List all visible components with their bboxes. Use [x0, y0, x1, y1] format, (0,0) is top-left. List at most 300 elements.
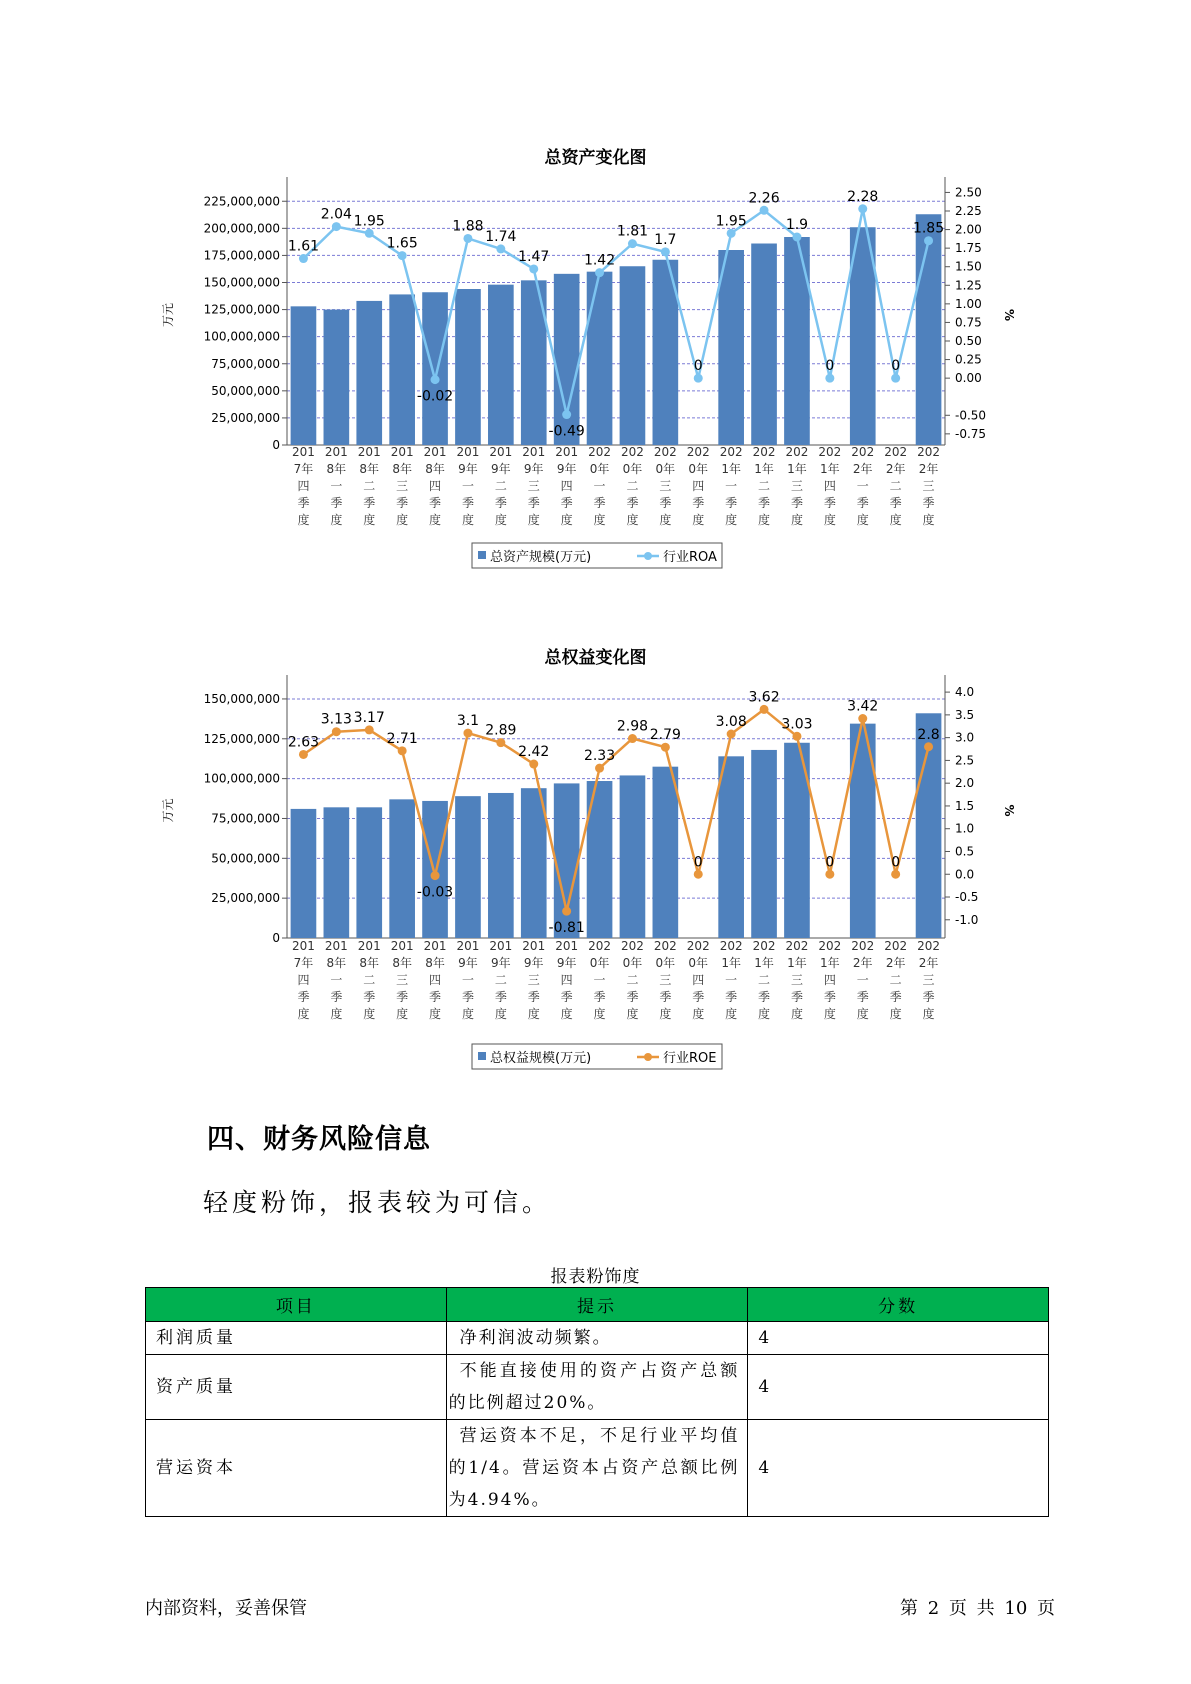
line-point — [891, 870, 900, 879]
x-tick-label: 1年 — [820, 956, 840, 970]
y2-tick-label: 2.5 — [955, 753, 975, 768]
y2-tick-label: 1.75 — [955, 241, 982, 256]
x-tick-label: 度 — [725, 1007, 738, 1021]
bar — [389, 294, 415, 445]
x-tick-label: 度 — [889, 1007, 902, 1021]
x-tick-label: 1年 — [754, 956, 774, 970]
data-label: 2.8 — [917, 726, 940, 743]
legend-swatch-point — [644, 1053, 652, 1061]
row-score: 4 — [748, 1322, 1049, 1355]
x-tick-label: 201 — [357, 939, 381, 953]
data-label: 1.47 — [518, 248, 550, 265]
x-tick-label: 2年 — [852, 956, 873, 970]
x-tick-label: 季 — [922, 990, 935, 1004]
legend-label: 总权益规模(万元) — [490, 1051, 592, 1066]
x-tick-label: 季 — [692, 496, 705, 510]
row-hint: 不能直接使用的资产占资产总额的比例超过20%。 — [446, 1355, 748, 1420]
y-tick-label: 125,000,000 — [203, 731, 280, 746]
x-tick-label: 8年 — [359, 462, 380, 476]
x-tick-label: 一 — [330, 479, 343, 493]
x-tick-label: 季 — [494, 496, 507, 510]
x-tick-label: 度 — [297, 513, 310, 527]
y2-tick-label: 1.00 — [955, 296, 982, 311]
y-tick-label: 0 — [272, 931, 280, 945]
line-point — [628, 734, 637, 743]
x-tick-label: 度 — [527, 513, 540, 527]
x-tick-label: 季 — [692, 990, 705, 1004]
x-tick-label: 202 — [588, 939, 612, 953]
line-point — [792, 732, 801, 741]
x-tick-label: 度 — [922, 513, 935, 527]
row-score: 4 — [748, 1420, 1049, 1517]
chart-title: 总资产变化图 — [544, 148, 647, 168]
footer-note: 内部资料，妥善保管 — [145, 1598, 307, 1619]
x-tick-label: 度 — [429, 1007, 442, 1021]
x-tick-label: 季 — [363, 990, 376, 1004]
line-point — [891, 374, 900, 383]
x-tick-label: 201 — [423, 939, 447, 953]
bar — [718, 250, 744, 445]
y2-tick-label: 3.5 — [955, 707, 975, 722]
line-point — [463, 234, 472, 243]
bar — [784, 237, 810, 445]
x-tick-label: 季 — [593, 990, 606, 1004]
x-tick-label: 1年 — [787, 462, 807, 476]
y-axis-label: 万元 — [161, 302, 175, 328]
data-label: 1.42 — [583, 252, 616, 269]
x-tick-label: 四 — [297, 973, 310, 987]
data-label: -0.49 — [548, 423, 585, 440]
y-tick-label: 0 — [272, 438, 280, 452]
x-tick-label: 度 — [527, 1007, 540, 1021]
y-tick-label: 50,000,000 — [211, 851, 280, 866]
x-tick-label: 季 — [363, 496, 376, 510]
row-hint: 净利润波动频繁。 — [446, 1322, 748, 1355]
risk-conclusion: 轻度粉饰，报表较为可信。 — [203, 1188, 552, 1217]
x-tick-label: 9年 — [491, 956, 511, 970]
table-caption: 报表粉饰度 — [550, 1267, 641, 1287]
data-label: 0 — [825, 854, 835, 871]
y2-axis-label: % — [1002, 804, 1016, 817]
x-tick-label: 季 — [823, 496, 836, 510]
legend-label: 行业ROE — [663, 1051, 717, 1066]
line-point — [595, 268, 604, 277]
x-tick-label: 二 — [626, 479, 639, 493]
y-tick-label: 175,000,000 — [203, 248, 280, 263]
x-tick-label: 1年 — [787, 956, 807, 970]
x-tick-label: 二 — [889, 973, 902, 987]
x-tick-label: 202 — [884, 939, 908, 953]
line-point — [496, 244, 505, 253]
table-row — [146, 1322, 1049, 1355]
data-label: 3.17 — [353, 709, 385, 726]
x-tick-label: 202 — [785, 939, 809, 953]
x-tick-label: 202 — [653, 939, 677, 953]
legend-label: 行业ROA — [663, 550, 717, 565]
y2-axis-label: % — [1002, 308, 1016, 322]
y2-tick-label: 0.00 — [955, 371, 982, 386]
y-axis-label: 万元 — [161, 798, 175, 823]
row-item: 资产质量 — [146, 1355, 447, 1420]
section-heading: 四、财务风险信息 — [207, 1124, 431, 1155]
x-tick-label: 202 — [917, 939, 941, 953]
x-tick-label: 度 — [758, 1007, 771, 1021]
header-hint: 提示 — [446, 1288, 748, 1322]
bar — [916, 214, 942, 445]
data-label: 0 — [693, 358, 703, 375]
x-tick-label: 201 — [456, 445, 480, 459]
y-tick-label: 125,000,000 — [203, 302, 280, 317]
line-point — [924, 742, 933, 751]
data-label: 2.79 — [649, 727, 681, 744]
y-tick-label: 50,000,000 — [211, 383, 280, 398]
x-tick-label: 三 — [527, 479, 540, 493]
data-label: 2.33 — [583, 748, 616, 765]
total-assets-chart — [0, 155, 1191, 585]
line-point — [299, 254, 308, 263]
x-tick-label: 度 — [758, 513, 771, 527]
x-tick-label: 季 — [527, 496, 540, 510]
x-tick-label: 二 — [758, 973, 771, 987]
row-item: 利润质量 — [146, 1322, 447, 1355]
bar — [587, 272, 613, 445]
x-tick-label: 度 — [429, 513, 442, 527]
x-tick-label: 2年 — [885, 956, 906, 970]
bar — [356, 301, 382, 445]
x-tick-label: 季 — [922, 496, 935, 510]
x-tick-label: 202 — [785, 445, 809, 459]
y2-tick-label: 1.50 — [955, 259, 982, 274]
x-tick-label: 季 — [330, 496, 343, 510]
x-tick-label: 0年 — [622, 462, 643, 476]
data-label: 1.9 — [785, 217, 809, 233]
y2-tick-label: -0.5 — [955, 890, 979, 905]
x-tick-label: 四 — [429, 973, 442, 987]
x-tick-label: 度 — [461, 1007, 474, 1021]
x-tick-label: 1年 — [721, 956, 741, 970]
x-tick-label: 四 — [692, 973, 705, 987]
line-point — [727, 229, 736, 238]
x-tick-label: 度 — [856, 1007, 869, 1021]
data-label: 2.98 — [616, 718, 649, 735]
x-tick-label: 季 — [626, 496, 639, 510]
x-tick-label: 季 — [889, 990, 902, 1004]
row-item: 营运资本 — [146, 1420, 447, 1517]
x-tick-label: 季 — [790, 496, 803, 510]
x-tick-label: 0年 — [688, 956, 709, 970]
x-tick-label: 季 — [626, 990, 639, 1004]
x-tick-label: 三 — [659, 479, 672, 493]
data-label: 2.63 — [287, 734, 320, 751]
x-tick-label: 201 — [489, 939, 513, 953]
y2-tick-label: 2.50 — [955, 185, 982, 200]
line-point — [694, 870, 703, 879]
y2-tick-label: 1.0 — [955, 821, 975, 836]
x-tick-label: 一 — [461, 973, 474, 987]
x-tick-label: 季 — [494, 990, 507, 1004]
line-point — [661, 247, 670, 256]
x-tick-label: 二 — [363, 973, 376, 987]
x-tick-label: 度 — [560, 1007, 573, 1021]
x-tick-label: 度 — [823, 513, 836, 527]
bar — [488, 285, 514, 445]
data-label: 2.04 — [320, 206, 352, 223]
data-label: 1.85 — [912, 220, 945, 237]
x-tick-label: 度 — [626, 1007, 639, 1021]
x-tick-label: 四 — [297, 479, 310, 493]
line-point — [332, 222, 341, 231]
line-point — [299, 750, 308, 759]
x-tick-label: 季 — [856, 990, 869, 1004]
bar — [291, 809, 317, 938]
x-tick-label: 季 — [396, 990, 409, 1004]
line-point — [825, 374, 834, 383]
x-tick-label: 二 — [889, 479, 902, 493]
y2-tick-label: 3.0 — [955, 730, 975, 745]
bar — [521, 788, 547, 938]
data-label: 1.95 — [715, 213, 747, 230]
chart-title: 总权益变化图 — [544, 648, 647, 668]
y2-tick-label: 1.5 — [955, 798, 975, 813]
x-tick-label: 度 — [659, 1007, 672, 1021]
x-tick-label: 度 — [889, 513, 902, 527]
data-label: 1.65 — [386, 235, 418, 252]
x-tick-label: 季 — [593, 496, 606, 510]
x-tick-label: 季 — [429, 990, 442, 1004]
y2-tick-label: 2.0 — [955, 776, 975, 791]
x-tick-label: 一 — [856, 973, 869, 987]
x-tick-label: 度 — [856, 513, 869, 527]
x-tick-label: 季 — [659, 990, 672, 1004]
x-tick-label: 9年 — [458, 956, 478, 970]
x-tick-label: 202 — [851, 939, 875, 953]
data-label: 3.62 — [748, 689, 780, 706]
page-number: 第 2 页 共 10 页 — [900, 1598, 1055, 1619]
y2-tick-label: 1.25 — [955, 278, 982, 293]
x-tick-label: 季 — [297, 990, 310, 1004]
x-tick-label: 202 — [719, 939, 743, 953]
x-tick-label: 一 — [725, 973, 738, 987]
x-tick-label: 201 — [423, 445, 447, 459]
row-hint: 营运资本不足，不足行业平均值的1/4。营运资本占资产总额比例为4.94%。 — [446, 1420, 748, 1517]
x-tick-label: 季 — [429, 496, 442, 510]
x-tick-label: 度 — [593, 1007, 606, 1021]
line-point — [398, 746, 407, 755]
data-label: 3.08 — [715, 714, 747, 730]
x-tick-label: 9年 — [523, 462, 544, 476]
line-point — [760, 206, 769, 215]
x-tick-label: 四 — [823, 479, 836, 493]
line-point — [562, 907, 571, 916]
data-label: 3.42 — [847, 698, 879, 715]
data-label: 2.26 — [748, 190, 780, 207]
x-tick-label: 0年 — [688, 462, 709, 476]
data-label: 2.42 — [518, 744, 550, 761]
x-tick-label: 一 — [593, 479, 606, 493]
x-tick-label: 202 — [653, 445, 677, 459]
total-equity-chart — [0, 655, 1191, 1095]
y2-tick-label: 4.0 — [955, 685, 975, 700]
x-tick-label: 度 — [790, 513, 803, 527]
x-tick-label: 季 — [461, 990, 474, 1004]
x-tick-label: 度 — [593, 513, 606, 527]
x-tick-label: 四 — [823, 973, 836, 987]
data-label: -0.03 — [416, 884, 454, 901]
x-tick-label: 季 — [330, 990, 343, 1004]
x-tick-label: 202 — [686, 445, 710, 459]
x-tick-label: 二 — [626, 973, 639, 987]
y2-tick-label: 0.5 — [955, 844, 975, 859]
x-tick-label: 季 — [560, 990, 573, 1004]
x-tick-label: 8年 — [425, 956, 445, 970]
x-tick-label: 8年 — [392, 462, 412, 476]
x-tick-label: 度 — [461, 513, 474, 527]
data-label: 3.03 — [781, 716, 813, 733]
data-label: 2.28 — [847, 188, 879, 205]
data-label: 2.71 — [386, 730, 418, 747]
x-tick-label: 三 — [396, 973, 409, 987]
x-tick-label: 2年 — [852, 462, 873, 476]
y-tick-label: 75,000,000 — [211, 356, 280, 371]
data-label: 2.89 — [485, 722, 517, 739]
x-tick-label: 201 — [390, 445, 414, 459]
line-point — [529, 264, 538, 273]
x-tick-label: 一 — [330, 973, 343, 987]
data-label: 3.1 — [456, 713, 480, 730]
x-tick-label: 度 — [823, 1007, 836, 1021]
x-tick-label: 201 — [324, 445, 348, 459]
line-point — [694, 374, 703, 383]
x-tick-label: 季 — [396, 496, 409, 510]
x-tick-label: 201 — [456, 939, 480, 953]
data-label: 0 — [891, 358, 901, 375]
x-tick-label: 季 — [725, 496, 738, 510]
x-tick-label: 9年 — [491, 462, 511, 476]
x-tick-label: 季 — [758, 990, 771, 1004]
bar — [422, 292, 448, 445]
x-tick-label: 一 — [856, 479, 869, 493]
data-label: 0 — [891, 854, 901, 871]
x-tick-label: 1年 — [754, 462, 774, 476]
y2-tick-label: 2.25 — [955, 204, 982, 218]
line-point — [858, 714, 867, 723]
line-point — [398, 251, 407, 260]
x-tick-label: 202 — [620, 939, 644, 953]
y2-tick-label: 0.50 — [955, 334, 982, 348]
x-tick-label: 度 — [297, 1007, 310, 1021]
line-point — [463, 729, 472, 738]
line-point — [858, 204, 867, 213]
x-tick-label: 201 — [324, 939, 348, 953]
x-tick-label: 二 — [363, 479, 376, 493]
x-tick-label: 季 — [527, 990, 540, 1004]
x-tick-label: 度 — [922, 1007, 935, 1021]
data-label: 0 — [825, 358, 835, 375]
data-label: 1.7 — [654, 231, 677, 248]
y-tick-label: 225,000,000 — [203, 194, 280, 209]
x-tick-label: 8年 — [359, 956, 380, 970]
x-tick-label: 二 — [494, 479, 507, 493]
x-tick-label: 度 — [692, 1007, 705, 1021]
x-tick-label: 一 — [593, 973, 606, 987]
bar — [455, 289, 481, 445]
x-tick-label: 202 — [620, 445, 644, 459]
x-tick-label: 8年 — [392, 956, 412, 970]
x-tick-label: 度 — [330, 1007, 343, 1021]
x-tick-label: 四 — [560, 479, 573, 493]
x-tick-label: 201 — [555, 939, 579, 953]
x-tick-label: 2年 — [885, 462, 906, 476]
y-tick-label: 75,000,000 — [211, 811, 280, 826]
x-tick-label: 四 — [429, 479, 442, 493]
line-point — [825, 870, 834, 879]
x-tick-label: 季 — [461, 496, 474, 510]
bar — [554, 274, 580, 445]
x-tick-label: 二 — [494, 973, 507, 987]
x-tick-label: 季 — [560, 496, 573, 510]
data-label: 0 — [693, 854, 703, 871]
bar — [620, 775, 646, 938]
bar — [455, 796, 481, 938]
x-tick-label: 2年 — [918, 956, 939, 970]
x-tick-label: 201 — [291, 939, 315, 953]
legend-swatch-point — [644, 552, 652, 560]
line-point — [562, 410, 571, 419]
legend-label: 总资产规模(万元) — [490, 550, 592, 565]
line-point — [431, 375, 440, 384]
x-tick-label: 201 — [522, 939, 546, 953]
table-header-row — [146, 1288, 1049, 1322]
line-point — [924, 236, 933, 245]
line-point — [365, 229, 374, 238]
x-tick-label: 三 — [396, 479, 409, 493]
x-tick-label: 201 — [291, 445, 315, 459]
y2-tick-label: -0.50 — [955, 408, 987, 423]
x-tick-label: 9年 — [458, 462, 478, 476]
row-score: 4 — [748, 1355, 1049, 1420]
x-tick-label: 度 — [692, 513, 705, 527]
x-tick-label: 一 — [725, 479, 738, 493]
x-tick-label: 度 — [790, 1007, 803, 1021]
x-tick-label: 季 — [856, 496, 869, 510]
x-tick-label: 三 — [922, 479, 935, 493]
x-tick-label: 三 — [922, 973, 935, 987]
x-tick-label: 二 — [758, 479, 771, 493]
y-tick-label: 150,000,000 — [203, 275, 280, 290]
x-tick-label: 1年 — [721, 462, 741, 476]
x-tick-label: 1年 — [820, 462, 840, 476]
x-tick-label: 度 — [494, 1007, 507, 1021]
x-tick-label: 202 — [719, 445, 743, 459]
header-score: 分数 — [748, 1288, 1049, 1322]
x-tick-label: 度 — [626, 513, 639, 527]
line-point — [365, 725, 374, 734]
x-tick-label: 四 — [692, 479, 705, 493]
x-tick-label: 度 — [330, 513, 343, 527]
x-tick-label: 度 — [659, 513, 672, 527]
x-tick-label: 8年 — [425, 462, 445, 476]
x-tick-label: 202 — [588, 445, 612, 459]
bar — [422, 801, 448, 938]
x-tick-label: 0年 — [589, 462, 610, 476]
x-tick-label: 7年 — [293, 462, 314, 476]
x-tick-label: 8年 — [326, 462, 347, 476]
x-tick-label: 202 — [851, 445, 875, 459]
line-point — [332, 727, 341, 736]
table-row — [146, 1355, 1049, 1420]
x-tick-label: 202 — [917, 445, 941, 459]
x-tick-label: 度 — [560, 513, 573, 527]
